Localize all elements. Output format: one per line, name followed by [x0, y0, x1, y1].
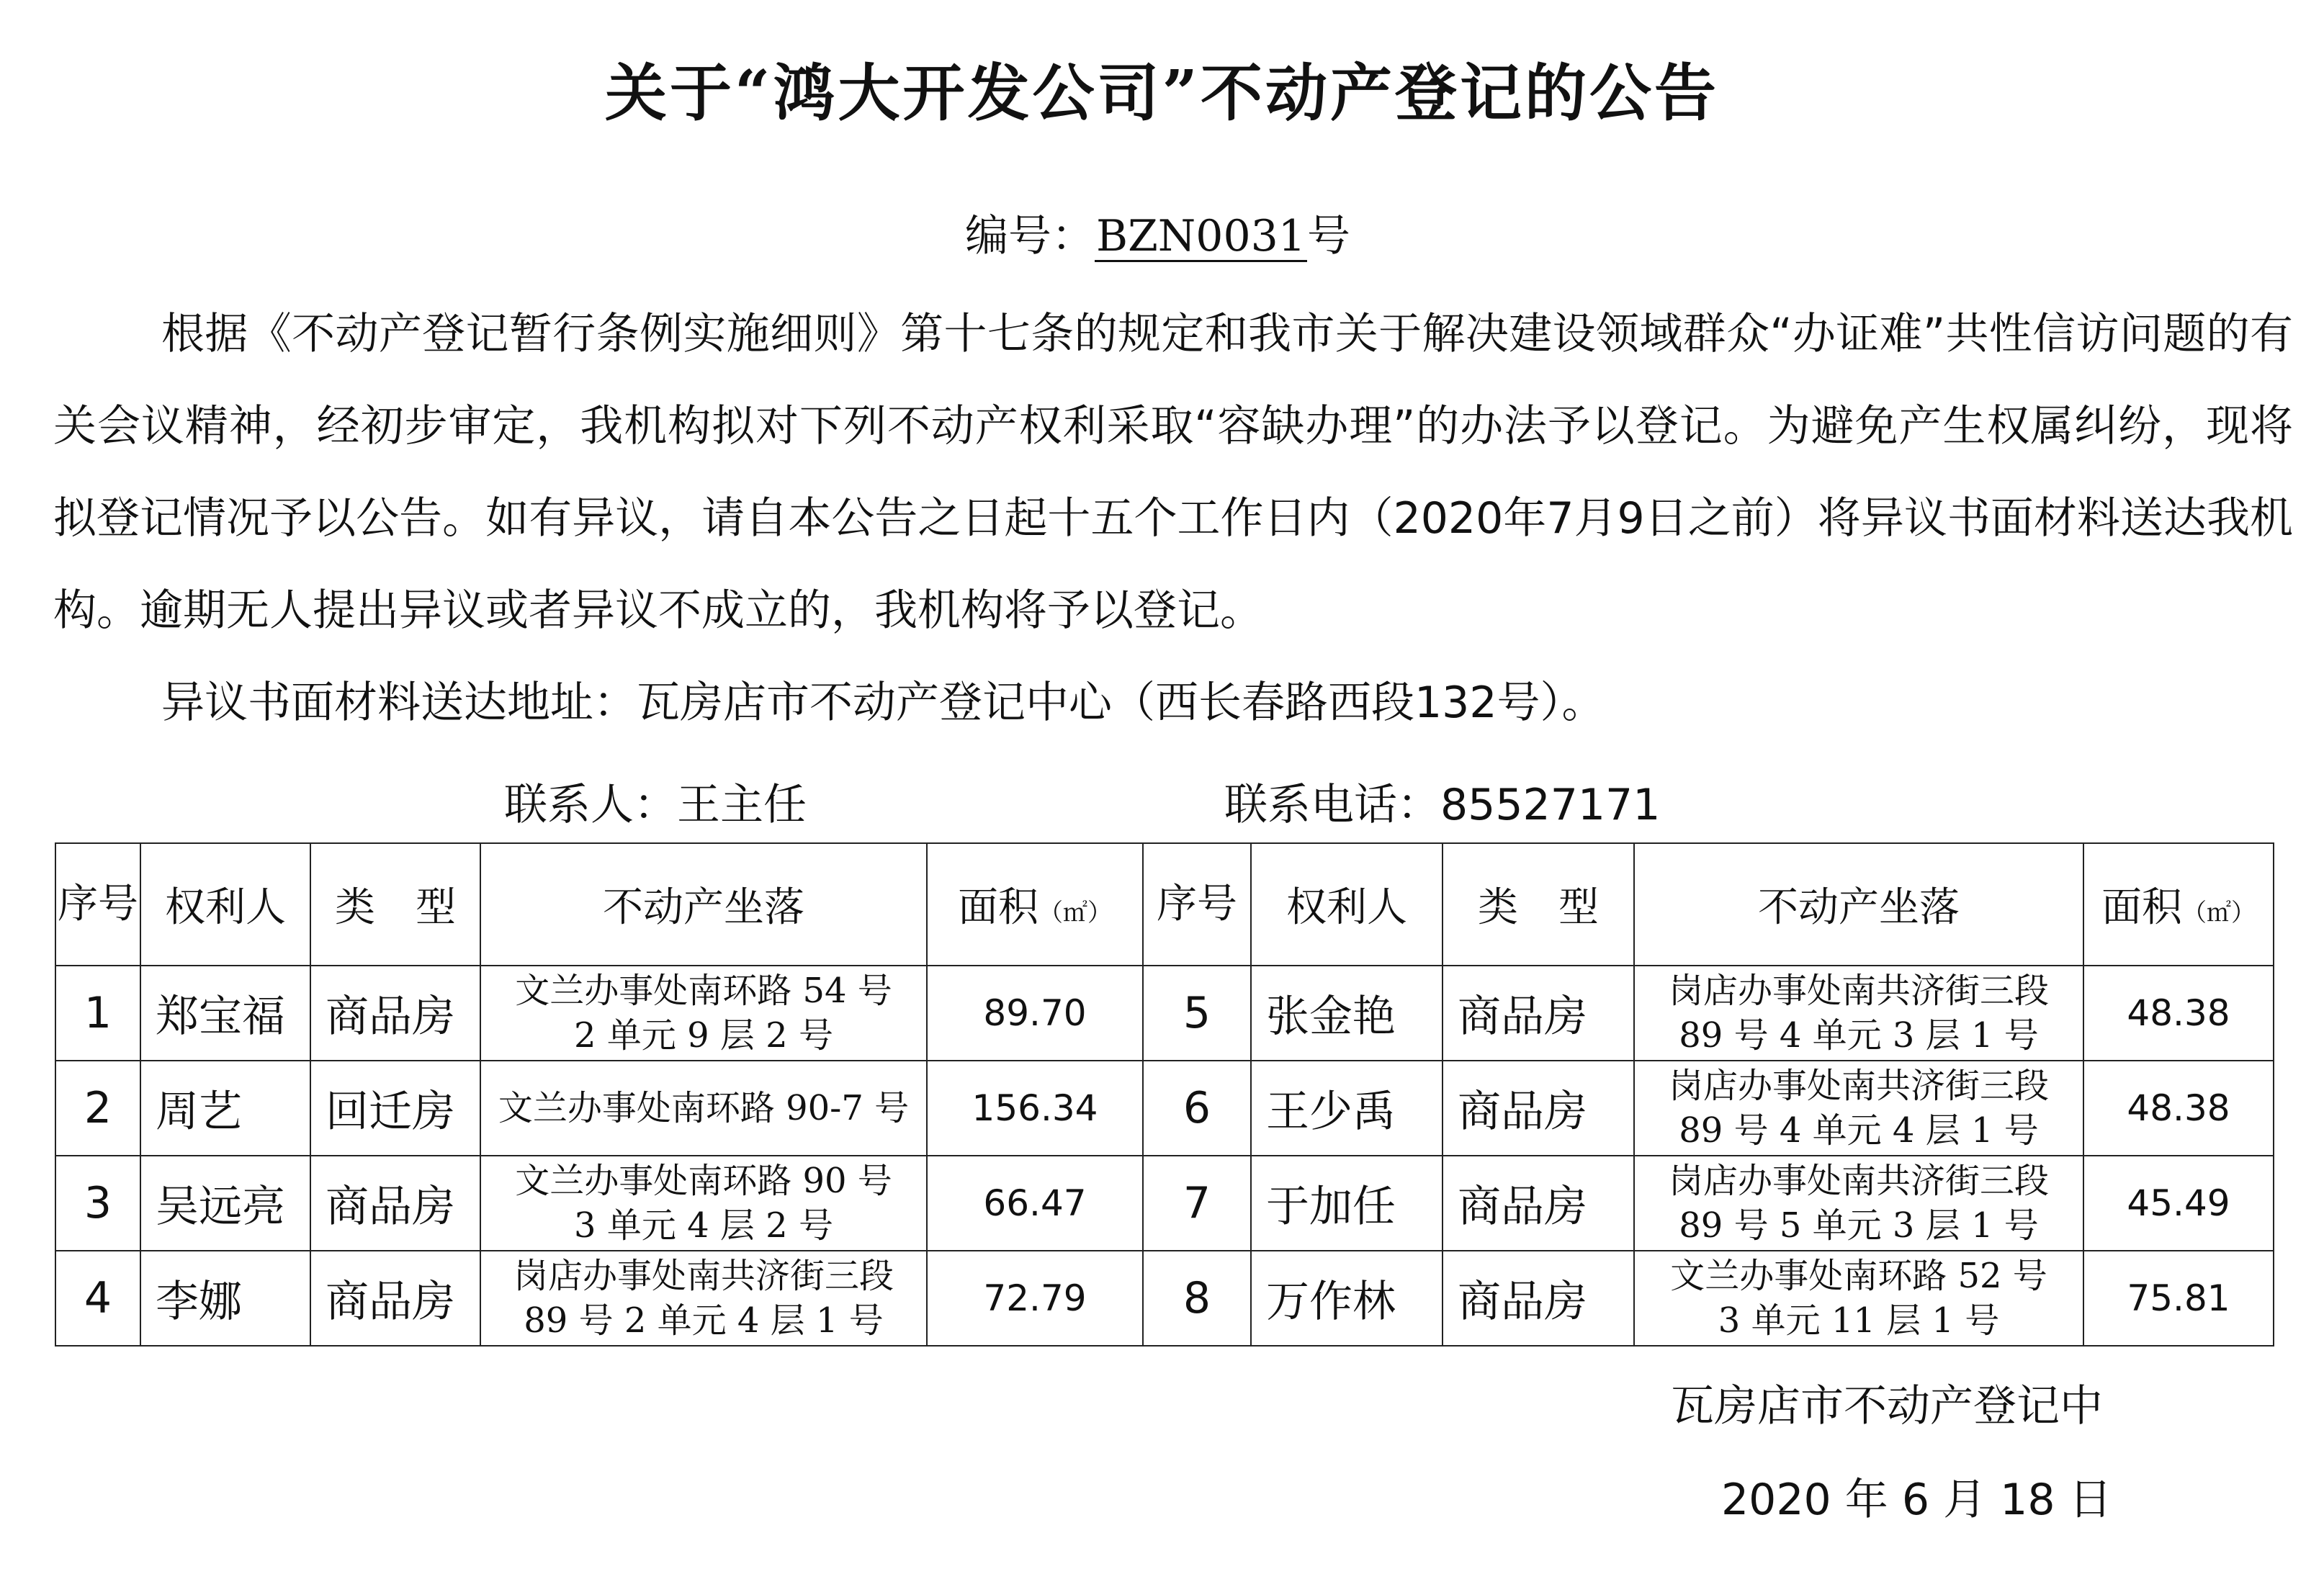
row-seq: 3 — [55, 1156, 140, 1251]
row-location-line-2: 3 单元 4 层 2 号 — [574, 1205, 833, 1246]
table-row — [55, 1251, 2274, 1346]
document-number-label: 编号： — [965, 211, 1095, 261]
header-area-unit: （㎡） — [1038, 899, 1112, 927]
row-location — [480, 1251, 927, 1346]
row-owner: 郑宝福 — [140, 966, 310, 1061]
document-number — [965, 202, 1350, 264]
header-type: 类 型 — [1443, 843, 1634, 966]
row-owner: 吴远亮 — [140, 1156, 310, 1251]
row-location — [480, 966, 927, 1061]
contact-person: 联系人：王主任 — [504, 780, 807, 830]
row-type: 商品房 — [1443, 1251, 1634, 1346]
header-seq: 序号 — [55, 843, 140, 966]
row-owner: 李娜 — [140, 1251, 310, 1346]
row-location-line-1: 文兰办事处南环路 54 号 — [515, 971, 892, 1011]
row-location-line-2: 89 号 5 单元 3 层 1 号 — [1679, 1205, 2039, 1246]
row-location-line-2: 89 号 2 单元 4 层 1 号 — [524, 1300, 884, 1341]
row-location-line-1: 文兰办事处南环路 90 号 — [515, 1161, 892, 1201]
objection-address-paragraph: 异议书面材料送达地址：瓦房店市不动产登记中心（西长春路西段132号）。 — [161, 678, 1605, 728]
row-owner: 王少禹 — [1251, 1061, 1443, 1156]
row-location-line-1: 岗店办事处南共济街三段 — [1668, 1066, 2049, 1106]
table-row — [55, 1061, 2274, 1156]
table-header-row — [55, 843, 2274, 966]
row-area: 72.79 — [927, 1251, 1143, 1346]
row-location — [480, 1156, 927, 1251]
header-location: 不动产坐落 — [480, 843, 927, 966]
row-type: 商品房 — [1443, 1156, 1634, 1251]
row-seq: 8 — [1143, 1251, 1251, 1346]
header-area-unit: （㎡） — [2182, 899, 2256, 927]
header-type: 类 型 — [310, 843, 480, 966]
row-area: 156.34 — [927, 1061, 1143, 1156]
row-type: 商品房 — [1443, 966, 1634, 1061]
row-location — [480, 1061, 927, 1156]
row-seq: 4 — [55, 1251, 140, 1346]
row-type: 商品房 — [1443, 1061, 1634, 1156]
issuing-organization: 瓦房店市不动产登记中 — [1671, 1381, 2103, 1431]
header-location: 不动产坐落 — [1634, 843, 2083, 966]
row-type: 商品房 — [310, 1251, 480, 1346]
row-owner: 万作林 — [1251, 1251, 1443, 1346]
row-seq: 7 — [1143, 1156, 1251, 1251]
row-location-line-1: 岗店办事处南共济街三段 — [1668, 1161, 2049, 1201]
row-seq: 5 — [1143, 966, 1251, 1061]
row-owner: 周艺 — [140, 1061, 310, 1156]
row-location-line-2: 89 号 4 单元 4 层 1 号 — [1679, 1110, 2039, 1151]
row-location-line-1: 岗店办事处南共济街三段 — [1668, 971, 2049, 1011]
row-area: 48.38 — [2083, 1061, 2274, 1156]
row-owner: 张金艳 — [1251, 966, 1443, 1061]
row-location-line-1: 文兰办事处南环路 90-7 号 — [498, 1088, 910, 1128]
row-area: 89.70 — [927, 966, 1143, 1061]
header-area: 面积（㎡） — [927, 843, 1143, 966]
issue-date: 2020 年 6 月 18 日 — [1721, 1475, 2112, 1525]
header-seq: 序号 — [1143, 843, 1251, 966]
table-row — [55, 1156, 2274, 1251]
table-row — [55, 966, 2274, 1061]
notice-body-paragraph: 根据《不动产登记暂行条例实施细则》第十七条的规定和我市关于解决建设领域群众“办证难”共性信访问题的有关会议精神，经初步审定，我机构拟对下列不动产权利采取“容缺办理”的办法予以登记。为避免产生权属纠纷，现将拟登记情况予以公告。如有异议，请自本公告之日起十五个工作日内（2020年7月9日之前）将异议书面材料送达我机构。逾期无人提出异议或者异议不成立的，我机构将予以登记。 — [53, 309, 2293, 636]
property-records-table — [55, 842, 2274, 1347]
row-location-line-2: 3 单元 11 层 1 号 — [1718, 1300, 2000, 1341]
row-seq: 1 — [55, 966, 140, 1061]
row-area: 75.81 — [2083, 1251, 2274, 1346]
row-location-line-1: 岗店办事处南共济街三段 — [513, 1256, 894, 1296]
row-owner: 于加任 — [1251, 1156, 1443, 1251]
row-seq: 2 — [55, 1061, 140, 1156]
row-location — [1634, 1061, 2083, 1156]
row-location — [1634, 966, 2083, 1061]
notice-title: 关于“鸿大开发公司”不动产登记的公告 — [605, 57, 1719, 130]
row-area: 48.38 — [2083, 966, 2274, 1061]
header-owner: 权利人 — [1251, 843, 1443, 966]
row-area: 45.49 — [2083, 1156, 2274, 1251]
row-type: 回迁房 — [310, 1061, 480, 1156]
row-location — [1634, 1251, 2083, 1346]
row-seq: 6 — [1143, 1061, 1251, 1156]
row-location-line-2: 89 号 4 单元 3 层 1 号 — [1679, 1015, 2039, 1056]
row-location-line-2: 2 单元 9 层 2 号 — [574, 1015, 833, 1056]
document-number-value: BZN0031 — [1096, 211, 1306, 261]
row-location-line-1: 文兰办事处南环路 52 号 — [1670, 1256, 2047, 1296]
contact-phone: 联系电话：85527171 — [1224, 780, 1661, 830]
header-owner: 权利人 — [140, 843, 310, 966]
row-type: 商品房 — [310, 1156, 480, 1251]
row-type: 商品房 — [310, 966, 480, 1061]
row-location — [1634, 1156, 2083, 1251]
header-area: 面积（㎡） — [2083, 843, 2274, 966]
row-area: 66.47 — [927, 1156, 1143, 1251]
document-number-suffix: 号 — [1306, 211, 1350, 261]
